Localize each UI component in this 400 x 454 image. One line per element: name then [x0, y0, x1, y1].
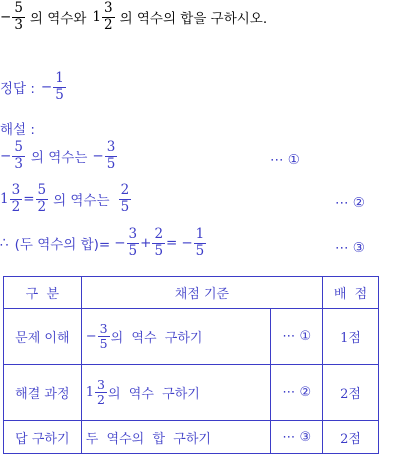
minus-sign: − [85, 329, 97, 344]
fraction-denominator: 3 [14, 16, 23, 33]
criteria-text: 의 역수 구하기 [110, 331, 203, 346]
fraction [127, 228, 140, 258]
fraction-numerator: 3 [11, 182, 21, 198]
fraction-denominator: 2 [37, 198, 47, 215]
table-row [4, 421, 379, 454]
fraction-numerator: 1 [55, 70, 64, 86]
fraction-denominator: 5 [120, 198, 130, 215]
fraction [95, 376, 107, 407]
mixed-whole: 1 [85, 385, 94, 400]
fraction-numerator: 5 [14, 139, 23, 155]
answer [0, 72, 67, 102]
therefore-symbol: ∴ [0, 235, 9, 251]
minus-sign: − [114, 235, 126, 251]
header-criteria: 채점 기준 [81, 277, 322, 309]
fraction-denominator: 5 [55, 86, 64, 103]
answer-minus: − [40, 79, 53, 95]
minus-sign: − [181, 235, 193, 251]
answer-fraction [53, 72, 66, 102]
row-section: 답 구하기 [4, 421, 82, 454]
plus-sign: + [140, 235, 152, 251]
fraction-numerator: 3 [128, 226, 138, 242]
row-section: 문제 이해 [4, 309, 82, 365]
fraction-numerator: 3 [97, 376, 105, 392]
fraction-denominator: 5 [154, 242, 164, 259]
row-section: 해결 과정 [4, 365, 82, 421]
minus-sign: − [92, 148, 104, 164]
header-score: 배 점 [323, 277, 379, 309]
fraction-denominator: 5 [106, 155, 116, 172]
explanation-label: 해설 : [0, 122, 35, 138]
step-marker-3: ⋯ ③ [335, 240, 365, 256]
fraction [10, 184, 23, 214]
equals-sign: = [23, 191, 35, 207]
fraction [12, 141, 25, 171]
fraction-numerator: 5 [14, 0, 23, 16]
question-fraction-1 [12, 2, 25, 32]
line-text: (두 역수의 합)= [14, 237, 111, 253]
explanation-line-3 [0, 228, 207, 258]
question-text-1: 의 역수와 [29, 11, 87, 27]
line-text: 의 역수는 [30, 150, 88, 166]
fraction-denominator: 5 [99, 336, 108, 351]
fraction [36, 184, 49, 214]
fraction-denominator: 5 [195, 242, 205, 259]
fraction-numerator: 3 [106, 139, 116, 155]
step-marker-2: ⋯ ② [335, 195, 365, 211]
fraction-denominator: 3 [14, 155, 23, 172]
row-score: 1점 [323, 309, 379, 365]
explanation-line-2 [0, 184, 132, 214]
equals-sign: = [166, 235, 178, 251]
explanation-line-1 [0, 141, 118, 171]
criteria-text: 의 역수 구하기 [107, 387, 200, 402]
row-marker: ⋯ ① [271, 309, 323, 365]
question-mixed-whole: 1 [92, 9, 101, 25]
fraction [98, 320, 110, 351]
header-section: 구 분 [4, 277, 82, 309]
mixed-whole: 1 [0, 191, 9, 207]
fraction [119, 184, 132, 214]
fraction [105, 141, 118, 171]
table-header-row [4, 277, 379, 309]
fraction-numerator: 2 [120, 182, 130, 198]
question-minus: − [0, 9, 12, 25]
row-marker: ⋯ ③ [271, 421, 323, 454]
grading-table [3, 276, 379, 454]
row-criteria: 두 역수의 합 구하기 [81, 421, 271, 454]
fraction-numerator: 3 [103, 0, 113, 16]
fraction-numerator: 1 [195, 226, 205, 242]
step-marker-1: ⋯ ① [270, 152, 300, 168]
answer-label: 정답 : [0, 81, 35, 97]
question-text-2: 의 역수의 합을 구하시오. [119, 11, 268, 27]
fraction-denominator: 2 [11, 198, 21, 215]
row-marker: ⋯ ② [271, 365, 323, 421]
fraction-numerator: 5 [37, 182, 47, 198]
minus-sign: − [0, 148, 12, 164]
fraction-numerator: 3 [99, 320, 108, 336]
row-criteria [81, 365, 271, 421]
fraction-numerator: 2 [154, 226, 164, 242]
table-row [4, 365, 379, 421]
fraction-denominator: 2 [97, 392, 105, 407]
row-score: 2점 [323, 365, 379, 421]
row-score: 2점 [323, 421, 379, 454]
fraction [152, 228, 165, 258]
fraction-denominator: 5 [128, 242, 138, 259]
fraction [194, 228, 207, 258]
table-row [4, 309, 379, 365]
row-criteria [81, 309, 271, 365]
question [0, 2, 267, 32]
fraction-denominator: 2 [103, 16, 113, 33]
line-text: 의 역수는 [53, 193, 110, 209]
question-fraction-2 [102, 2, 115, 32]
